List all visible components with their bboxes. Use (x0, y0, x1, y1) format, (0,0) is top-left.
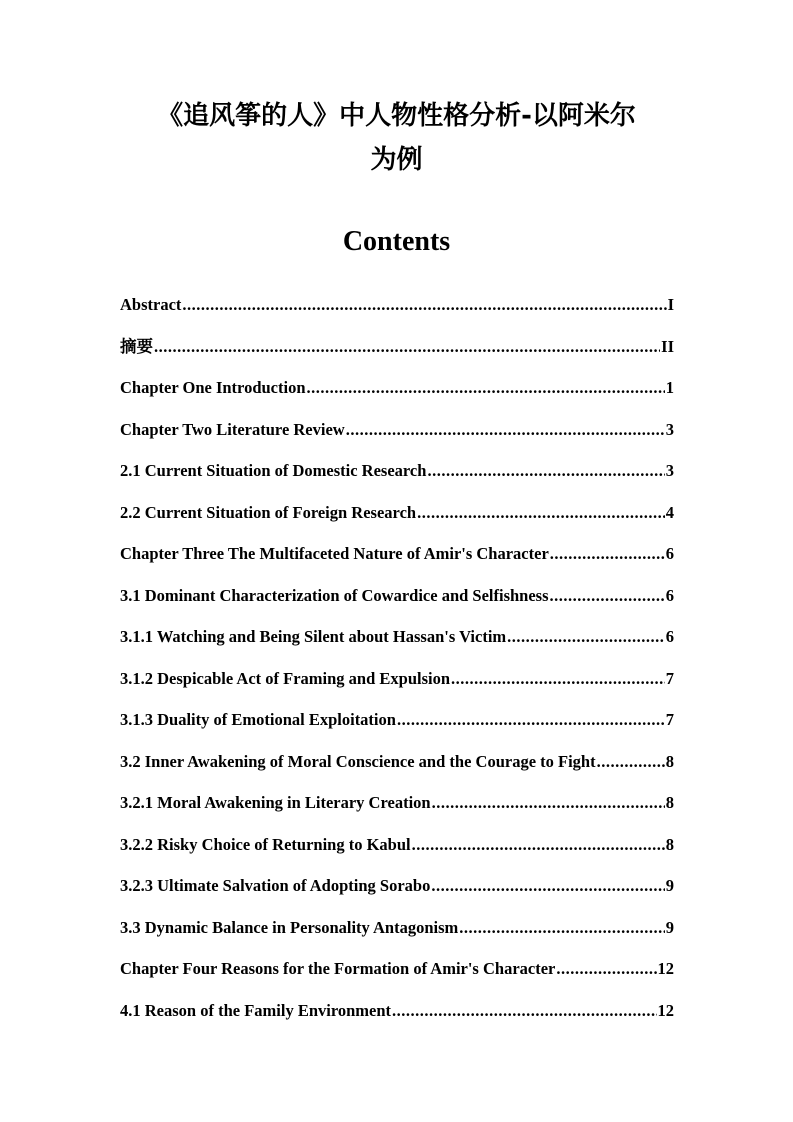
toc-entry-2-2[interactable] (120, 496, 674, 538)
toc-dot-leader (550, 537, 665, 571)
document-title-line-1: 《追风筝的人》中人物性格分析-以阿米尔 (157, 101, 636, 131)
toc-entry-label: Chapter Four Reasons for the Formation of Amir's Character (120, 959, 556, 978)
toc-entry-label: Chapter Two Literature Review (120, 419, 345, 439)
toc-entry-page: 9 (665, 876, 674, 895)
toc-entry-3-2-2[interactable] (120, 828, 674, 870)
toc-entry-label: 3.2 Inner Awakening of Moral Conscience and the Courage to Fight (120, 751, 596, 771)
toc-dot-leader (431, 869, 664, 903)
toc-entry-page: 9 (665, 917, 674, 937)
toc-entry-page: 8 (665, 751, 674, 771)
contents-heading: Contents (342, 226, 451, 257)
toc-entry-chapter-1[interactable] (120, 371, 674, 413)
toc-entry-label: 3.1.1 Watching and Being Silent about Hassan's Victim (120, 627, 507, 646)
toc-entry-page: 1 (665, 378, 674, 397)
toc-entry-page: 12 (657, 1000, 674, 1020)
toc-dot-leader (412, 828, 665, 862)
toc-entry-label: 3.2.2 Risky Choice of Returning to Kabul (120, 834, 411, 854)
toc-dot-leader (556, 952, 656, 986)
toc-entry-page: 4 (665, 502, 674, 522)
table-of-contents (120, 288, 674, 1035)
toc-entry-page: 7 (665, 710, 674, 729)
toc-entry-page: 12 (657, 959, 674, 978)
toc-dot-leader (307, 371, 665, 405)
toc-dot-leader (397, 703, 665, 737)
toc-entry-3-1[interactable] (120, 579, 674, 621)
toc-dot-leader (417, 496, 665, 530)
toc-entry-page: 8 (665, 793, 674, 812)
toc-entry-page: 3 (665, 419, 674, 439)
toc-entry-label: Chapter Three The Multifaceted Nature of Amir's Character (120, 544, 549, 563)
toc-entry-3-3[interactable] (120, 911, 674, 953)
toc-entry-label: Abstract (120, 295, 182, 314)
toc-dot-leader (459, 911, 664, 945)
toc-entry-3-2-3[interactable] (120, 869, 674, 911)
toc-entry-3-2[interactable] (120, 745, 674, 787)
toc-dot-leader (154, 330, 660, 364)
toc-dot-leader (427, 454, 664, 488)
toc-entry-label: 3.1.3 Duality of Emotional Exploitation (120, 710, 396, 729)
toc-entry-3-1-2[interactable] (120, 662, 674, 704)
toc-dot-leader (451, 662, 665, 696)
toc-dot-leader (346, 413, 665, 447)
toc-entry-chinese-abstract[interactable] (120, 330, 674, 372)
toc-entry-2-1[interactable] (120, 454, 674, 496)
toc-dot-leader (597, 745, 665, 779)
toc-entry-page: II (661, 336, 674, 356)
toc-entry-label: 摘要 (120, 336, 153, 356)
toc-entry-chapter-2[interactable] (120, 413, 674, 455)
toc-entry-page: I (667, 295, 674, 314)
toc-entry-chapter-4[interactable] (120, 952, 674, 994)
toc-dot-leader (550, 579, 665, 613)
toc-entry-label: 4.1 Reason of the Family Environment (120, 1000, 392, 1020)
toc-entry-label: 2.1 Current Situation of Domestic Research (120, 461, 427, 480)
toc-entry-page: 7 (665, 668, 674, 688)
toc-entry-3-1-1[interactable] (120, 620, 674, 662)
toc-entry-3-1-3[interactable] (120, 703, 674, 745)
toc-entry-label: 3.1.2 Despicable Act of Framing and Expulsion (120, 668, 451, 688)
toc-entry-page: 6 (665, 544, 674, 563)
toc-entry-label: 3.1 Dominant Characterization of Cowardice and Selfishness (120, 585, 549, 605)
toc-entry-label: 3.3 Dynamic Balance in Personality Antagonism (120, 917, 459, 937)
toc-dot-leader (392, 994, 656, 1028)
toc-entry-3-2-1[interactable] (120, 786, 674, 828)
toc-entry-label: 3.2.3 Ultimate Salvation of Adopting Sorabo (120, 876, 431, 895)
toc-entry-page: 8 (665, 834, 674, 854)
toc-entry-chapter-3[interactable] (120, 537, 674, 579)
toc-dot-leader (507, 620, 665, 654)
toc-entry-label: 3.2.1 Moral Awakening in Literary Creation (120, 793, 431, 812)
toc-entry-abstract[interactable] (120, 288, 674, 330)
toc-dot-leader (432, 786, 665, 820)
document-title-line-2: 为例 (370, 145, 423, 175)
toc-entry-label: Chapter One Introduction (120, 378, 306, 397)
toc-entry-page: 6 (665, 627, 674, 646)
toc-dot-leader (182, 288, 666, 322)
toc-entry-page: 3 (665, 461, 674, 480)
toc-entry-4-1[interactable] (120, 994, 674, 1036)
toc-entry-label: 2.2 Current Situation of Foreign Research (120, 502, 417, 522)
toc-entry-page: 6 (665, 585, 674, 605)
